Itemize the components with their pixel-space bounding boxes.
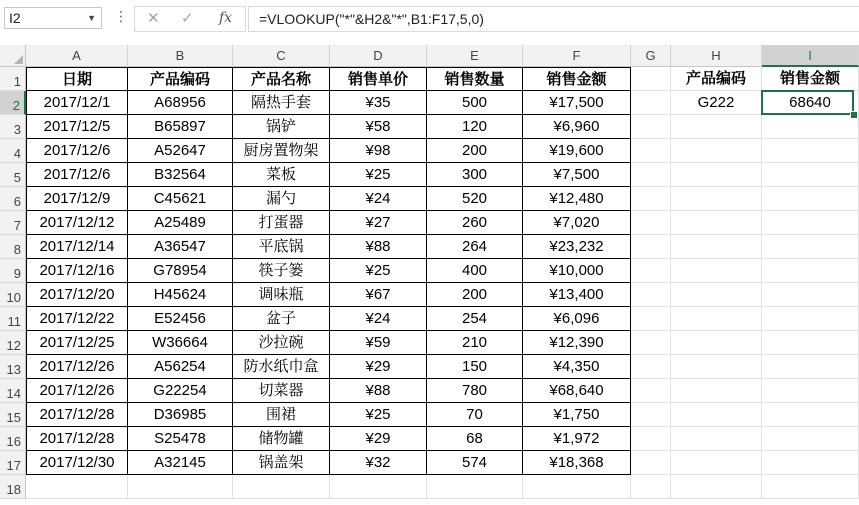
table-cell[interactable]: C45621 <box>128 187 233 211</box>
row-header-4[interactable]: 4 <box>0 139 26 163</box>
lookup-input-cell[interactable]: G222 <box>671 91 762 115</box>
chevron-down-icon[interactable]: ▼ <box>87 13 96 23</box>
table-cell[interactable]: 2017/12/14 <box>26 235 128 259</box>
table-cell[interactable]: G78954 <box>128 259 233 283</box>
empty-cell[interactable] <box>631 379 671 403</box>
empty-cell[interactable] <box>671 475 762 499</box>
empty-cell[interactable] <box>631 91 671 115</box>
table-cell[interactable]: ¥6,096 <box>523 307 631 331</box>
table-cell[interactable]: H45624 <box>128 283 233 307</box>
column-header-h[interactable]: H <box>671 45 762 67</box>
table-cell[interactable]: 70 <box>427 403 523 427</box>
table-cell[interactable]: 锅盖架 <box>233 451 330 475</box>
table-cell[interactable]: 菜板 <box>233 163 330 187</box>
table-cell[interactable]: 2017/12/25 <box>26 331 128 355</box>
table-cell[interactable]: 2017/12/26 <box>26 355 128 379</box>
insert-function-icon[interactable]: fx <box>219 10 233 26</box>
column-header-a[interactable]: A <box>26 45 128 67</box>
table-header-cell[interactable]: 销售数量 <box>427 67 523 91</box>
table-cell[interactable]: 漏勺 <box>233 187 330 211</box>
empty-cell[interactable] <box>631 427 671 451</box>
table-cell[interactable]: 2017/12/5 <box>26 115 128 139</box>
table-cell[interactable]: ¥88 <box>330 235 427 259</box>
table-cell[interactable]: S25478 <box>128 427 233 451</box>
empty-cell[interactable] <box>762 355 859 379</box>
fill-handle[interactable] <box>850 111 858 119</box>
column-header-i[interactable]: I <box>762 45 859 67</box>
table-cell[interactable]: ¥59 <box>330 331 427 355</box>
empty-cell[interactable] <box>631 331 671 355</box>
row-header-13[interactable]: 13 <box>0 355 26 379</box>
table-cell[interactable]: 780 <box>427 379 523 403</box>
row-header-2[interactable]: 2 <box>0 91 26 115</box>
empty-cell[interactable] <box>631 475 671 499</box>
table-cell[interactable]: 2017/12/1 <box>26 91 128 115</box>
table-cell[interactable]: ¥1,972 <box>523 427 631 451</box>
table-cell[interactable]: ¥68,640 <box>523 379 631 403</box>
empty-cell[interactable] <box>762 331 859 355</box>
row-header-6[interactable]: 6 <box>0 187 26 211</box>
lookup-header-i[interactable]: 销售金额 <box>762 67 859 91</box>
row-header-18[interactable]: 18 <box>0 475 26 499</box>
more-options-icon[interactable]: ⋮ <box>114 8 128 24</box>
table-cell[interactable]: ¥23,232 <box>523 235 631 259</box>
empty-cell[interactable] <box>26 475 128 499</box>
table-cell[interactable]: ¥18,368 <box>523 451 631 475</box>
select-all-button[interactable] <box>0 45 26 67</box>
table-header-cell[interactable]: 产品名称 <box>233 67 330 91</box>
formula-input[interactable]: =VLOOKUP("*"&H2&"*",B1:F17,5,0) <box>248 6 859 32</box>
name-box[interactable] <box>4 7 102 29</box>
empty-cell[interactable] <box>762 379 859 403</box>
empty-cell[interactable] <box>671 451 762 475</box>
formula-bar <box>0 0 859 38</box>
lookup-header-h[interactable]: 产品编码 <box>671 67 762 91</box>
table-cell[interactable]: ¥12,480 <box>523 187 631 211</box>
empty-cell[interactable] <box>671 379 762 403</box>
table-cell[interactable]: 2017/12/12 <box>26 211 128 235</box>
column-header-g[interactable]: G <box>631 45 671 67</box>
column-header-b[interactable]: B <box>128 45 233 67</box>
table-cell[interactable]: ¥32 <box>330 451 427 475</box>
table-header-cell[interactable]: 产品编码 <box>128 67 233 91</box>
lookup-result-cell[interactable]: 68640 <box>762 91 859 115</box>
table-cell[interactable]: 2017/12/26 <box>26 379 128 403</box>
row-header-17[interactable]: 17 <box>0 451 26 475</box>
table-cell[interactable]: ¥25 <box>330 163 427 187</box>
row-header-8[interactable]: 8 <box>0 235 26 259</box>
empty-cell[interactable] <box>523 475 631 499</box>
table-cell[interactable]: A56254 <box>128 355 233 379</box>
empty-cell[interactable] <box>631 67 671 91</box>
empty-cell[interactable] <box>631 211 671 235</box>
table-header-cell[interactable]: 销售单价 <box>330 67 427 91</box>
table-cell[interactable]: 防水纸巾盒 <box>233 355 330 379</box>
empty-cell[interactable] <box>762 427 859 451</box>
table-cell[interactable]: 500 <box>427 91 523 115</box>
table-cell[interactable]: 调味瓶 <box>233 283 330 307</box>
table-cell[interactable]: 盆子 <box>233 307 330 331</box>
empty-cell[interactable] <box>762 259 859 283</box>
table-cell[interactable]: 2017/12/16 <box>26 259 128 283</box>
table-cell[interactable]: A68956 <box>128 91 233 115</box>
empty-cell[interactable] <box>762 115 859 139</box>
table-cell[interactable]: 68 <box>427 427 523 451</box>
table-cell[interactable]: 200 <box>427 283 523 307</box>
empty-cell[interactable] <box>762 475 859 499</box>
empty-cell[interactable] <box>631 187 671 211</box>
empty-cell[interactable] <box>671 283 762 307</box>
table-cell[interactable]: 2017/12/28 <box>26 427 128 451</box>
empty-cell[interactable] <box>762 235 859 259</box>
empty-cell[interactable] <box>128 475 233 499</box>
table-cell[interactable]: ¥13,400 <box>523 283 631 307</box>
table-cell[interactable]: ¥17,500 <box>523 91 631 115</box>
empty-cell[interactable] <box>671 307 762 331</box>
table-cell[interactable]: ¥7,020 <box>523 211 631 235</box>
empty-cell[interactable] <box>631 355 671 379</box>
table-cell[interactable]: 切菜器 <box>233 379 330 403</box>
table-cell[interactable]: G22254 <box>128 379 233 403</box>
table-cell[interactable]: ¥1,750 <box>523 403 631 427</box>
table-cell[interactable]: 120 <box>427 115 523 139</box>
table-cell[interactable]: ¥58 <box>330 115 427 139</box>
empty-cell[interactable] <box>762 163 859 187</box>
table-cell[interactable]: ¥7,500 <box>523 163 631 187</box>
table-cell[interactable]: 围裙 <box>233 403 330 427</box>
table-cell[interactable]: 沙拉碗 <box>233 331 330 355</box>
empty-cell[interactable] <box>631 451 671 475</box>
table-cell[interactable]: 260 <box>427 211 523 235</box>
table-cell[interactable]: ¥19,600 <box>523 139 631 163</box>
row-header-14[interactable]: 14 <box>0 379 26 403</box>
table-cell[interactable]: 2017/12/30 <box>26 451 128 475</box>
empty-cell[interactable] <box>671 115 762 139</box>
row-header-1[interactable]: 1 <box>0 67 26 91</box>
empty-cell[interactable] <box>631 115 671 139</box>
table-cell[interactable]: 200 <box>427 139 523 163</box>
table-cell[interactable]: ¥6,960 <box>523 115 631 139</box>
empty-cell[interactable] <box>631 139 671 163</box>
table-cell[interactable]: ¥4,350 <box>523 355 631 379</box>
empty-cell[interactable] <box>671 187 762 211</box>
table-cell[interactable]: 150 <box>427 355 523 379</box>
table-cell[interactable]: B65897 <box>128 115 233 139</box>
table-cell[interactable]: 锅铲 <box>233 115 330 139</box>
table-cell[interactable]: A36547 <box>128 235 233 259</box>
table-cell[interactable]: 筷子篓 <box>233 259 330 283</box>
table-cell[interactable]: A32145 <box>128 451 233 475</box>
table-cell[interactable]: ¥67 <box>330 283 427 307</box>
empty-cell[interactable] <box>762 187 859 211</box>
table-cell[interactable]: B32564 <box>128 163 233 187</box>
empty-cell[interactable] <box>762 451 859 475</box>
row-header-12[interactable]: 12 <box>0 331 26 355</box>
empty-cell[interactable] <box>762 403 859 427</box>
table-cell[interactable]: 520 <box>427 187 523 211</box>
row-header-9[interactable]: 9 <box>0 259 26 283</box>
table-cell[interactable]: D36985 <box>128 403 233 427</box>
empty-cell[interactable] <box>233 475 330 499</box>
column-header-f[interactable]: F <box>523 45 631 67</box>
row-header-3[interactable]: 3 <box>0 115 26 139</box>
empty-cell[interactable] <box>427 475 523 499</box>
empty-cell[interactable] <box>631 163 671 187</box>
table-cell[interactable]: 厨房置物架 <box>233 139 330 163</box>
table-cell[interactable]: 打蛋器 <box>233 211 330 235</box>
empty-cell[interactable] <box>631 307 671 331</box>
empty-cell[interactable] <box>762 211 859 235</box>
column-header-c[interactable]: C <box>233 45 330 67</box>
name-box-value: I2 <box>9 10 21 26</box>
table-cell[interactable]: 储物罐 <box>233 427 330 451</box>
empty-cell[interactable] <box>671 403 762 427</box>
table-cell[interactable]: ¥10,000 <box>523 259 631 283</box>
table-header-cell[interactable]: 销售金额 <box>523 67 631 91</box>
empty-cell[interactable] <box>762 139 859 163</box>
table-cell[interactable]: ¥29 <box>330 427 427 451</box>
empty-cell[interactable] <box>762 283 859 307</box>
row-header-11[interactable]: 11 <box>0 307 26 331</box>
table-cell[interactable]: 400 <box>427 259 523 283</box>
table-cell[interactable]: 2017/12/22 <box>26 307 128 331</box>
confirm-icon[interactable]: ✓ <box>181 10 194 27</box>
empty-cell[interactable] <box>671 235 762 259</box>
empty-cell[interactable] <box>631 283 671 307</box>
empty-cell[interactable] <box>671 139 762 163</box>
row-header-7[interactable]: 7 <box>0 211 26 235</box>
row-header-16[interactable]: 16 <box>0 427 26 451</box>
table-cell[interactable]: 574 <box>427 451 523 475</box>
table-cell[interactable]: 2017/12/28 <box>26 403 128 427</box>
table-cell[interactable]: 平底锅 <box>233 235 330 259</box>
row-header-10[interactable]: 10 <box>0 283 26 307</box>
row-header-5[interactable]: 5 <box>0 163 26 187</box>
empty-cell[interactable] <box>671 427 762 451</box>
column-header-e[interactable]: E <box>427 45 523 67</box>
table-cell[interactable]: 300 <box>427 163 523 187</box>
empty-cell[interactable] <box>671 163 762 187</box>
table-header-cell[interactable]: 日期 <box>26 67 128 91</box>
table-cell[interactable]: ¥12,390 <box>523 331 631 355</box>
table-cell[interactable]: 2017/12/6 <box>26 163 128 187</box>
empty-cell[interactable] <box>631 235 671 259</box>
table-cell[interactable]: 210 <box>427 331 523 355</box>
table-cell[interactable]: 隔热手套 <box>233 91 330 115</box>
table-cell[interactable]: 254 <box>427 307 523 331</box>
empty-cell[interactable] <box>330 475 427 499</box>
table-cell[interactable]: ¥35 <box>330 91 427 115</box>
empty-cell[interactable] <box>671 331 762 355</box>
empty-cell[interactable] <box>671 211 762 235</box>
table-cell[interactable]: ¥24 <box>330 187 427 211</box>
table-cell[interactable]: ¥25 <box>330 403 427 427</box>
empty-cell[interactable] <box>671 355 762 379</box>
empty-cell[interactable] <box>762 307 859 331</box>
empty-cell[interactable] <box>671 259 762 283</box>
table-cell[interactable]: ¥27 <box>330 211 427 235</box>
table-cell[interactable]: 264 <box>427 235 523 259</box>
empty-cell[interactable] <box>631 403 671 427</box>
table-cell[interactable]: 2017/12/9 <box>26 187 128 211</box>
table-cell[interactable]: A52647 <box>128 139 233 163</box>
cancel-icon[interactable]: ✕ <box>147 10 160 27</box>
table-cell[interactable]: ¥29 <box>330 355 427 379</box>
table-cell[interactable]: 2017/12/6 <box>26 139 128 163</box>
table-cell[interactable]: W36664 <box>128 331 233 355</box>
formula-buttons <box>134 6 246 32</box>
column-header-d[interactable]: D <box>330 45 427 67</box>
table-cell[interactable]: ¥98 <box>330 139 427 163</box>
table-cell[interactable]: E52456 <box>128 307 233 331</box>
table-cell[interactable]: A25489 <box>128 211 233 235</box>
table-cell[interactable]: ¥25 <box>330 259 427 283</box>
row-header-15[interactable]: 15 <box>0 403 26 427</box>
table-cell[interactable]: 2017/12/20 <box>26 283 128 307</box>
table-cell[interactable]: ¥24 <box>330 307 427 331</box>
empty-cell[interactable] <box>631 259 671 283</box>
table-cell[interactable]: ¥88 <box>330 379 427 403</box>
